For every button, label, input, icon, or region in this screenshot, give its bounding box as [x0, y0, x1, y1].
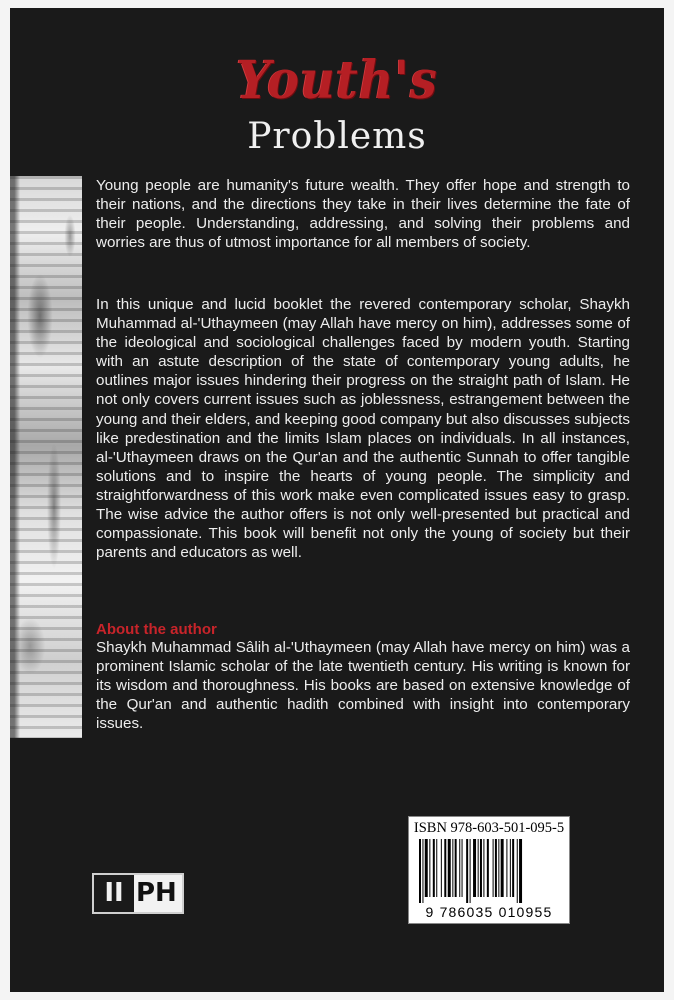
barcode-bar	[419, 839, 421, 903]
barcode-bar	[495, 839, 497, 897]
barcode-bar	[519, 839, 522, 903]
barcode-bar	[506, 839, 507, 897]
barcode-bar	[422, 839, 423, 903]
barcode-bar	[433, 839, 435, 897]
blurb-paragraph-1: Young people are humanity's future wealth. They offer hope and strength to their nations, and the directions they take in their lives determine the fate of their people. Understanding, addressing, and solving their problems and worries are thus of utmost importance for all members of society.	[96, 177, 630, 252]
publisher-logo-dark-part: II	[94, 875, 134, 912]
book-title: Youth's	[236, 50, 438, 111]
isbn-barcode	[408, 816, 570, 924]
publisher-logo	[92, 873, 184, 914]
barcode-bar	[517, 839, 518, 903]
barcode-bar	[448, 839, 451, 897]
barcode-bar	[478, 839, 479, 897]
barcode-bar	[452, 839, 453, 897]
about-author-text: Shaykh Muhammad Sâlih al-'Uthaymeen (may Allah have mercy on him) was a prominent Islamic scholar of the late twentieth century. His writing is known for its wisdom and thoroughness. His books are based on extensive knowledge of the Qur'an and authentic hadith combined with insight into contemporary issues.	[96, 639, 630, 733]
barcode-digits: 9 786035 010955	[425, 904, 553, 920]
barcode-bar	[501, 839, 504, 897]
about-author-heading: About the author	[96, 621, 217, 638]
barcode-bar	[466, 839, 468, 903]
barcode-bar	[429, 839, 430, 897]
barcode-bars	[417, 839, 561, 903]
barcode-bar	[498, 839, 499, 897]
barcode-bar	[436, 839, 437, 897]
book-back-cover	[10, 8, 664, 992]
barcode-bar	[480, 839, 482, 897]
barcode-bar	[470, 839, 471, 903]
publisher-logo-light-part: PH	[134, 875, 182, 912]
barcode-bar	[493, 839, 494, 897]
grunge-texture-strip	[10, 176, 82, 738]
barcode-bar	[455, 839, 457, 897]
barcode-bar	[483, 839, 484, 897]
barcode-bar	[444, 839, 446, 897]
barcode-bar	[425, 839, 428, 897]
barcode-bar	[441, 839, 442, 897]
book-subtitle: Problems	[247, 116, 427, 157]
barcode-bar	[512, 839, 514, 897]
barcode-bar	[462, 839, 463, 897]
blurb-paragraph-2: In this unique and lucid booklet the revered contemporary scholar, Shaykh Muhammad al-'Uthaymeen (may Allah have mercy on him), addresses some of the ideological and sociological challenges faced by modern youth. Starting with an astute description of the state of contemporary young adults, he outlines major issues hindering their progress on the straight path of Islam. He not only covers current issues such as joblessness, estrangement between the young and their elders, and keeping good company but also discusses subjects like predestination and the limits Islam places on individuals. In all instances, al-'Uthaymeen draws on the Qur'an and the authentic Sunnah to offer tangible solutions and to inspire the hearts of young people. The simplicity and straightforwardness of this work make even complicated issues easy to grasp. The wise advice the author offers is not only well-presented but practical and compassionate. This book will benefit not only the young of society but their parents and educators as well.	[96, 296, 630, 562]
isbn-label: ISBN 978-603-501-095-5	[413, 820, 565, 836]
barcode-bar	[473, 839, 476, 897]
barcode-bar	[510, 839, 511, 897]
barcode-bar	[459, 839, 460, 897]
barcode-bar	[487, 839, 489, 897]
